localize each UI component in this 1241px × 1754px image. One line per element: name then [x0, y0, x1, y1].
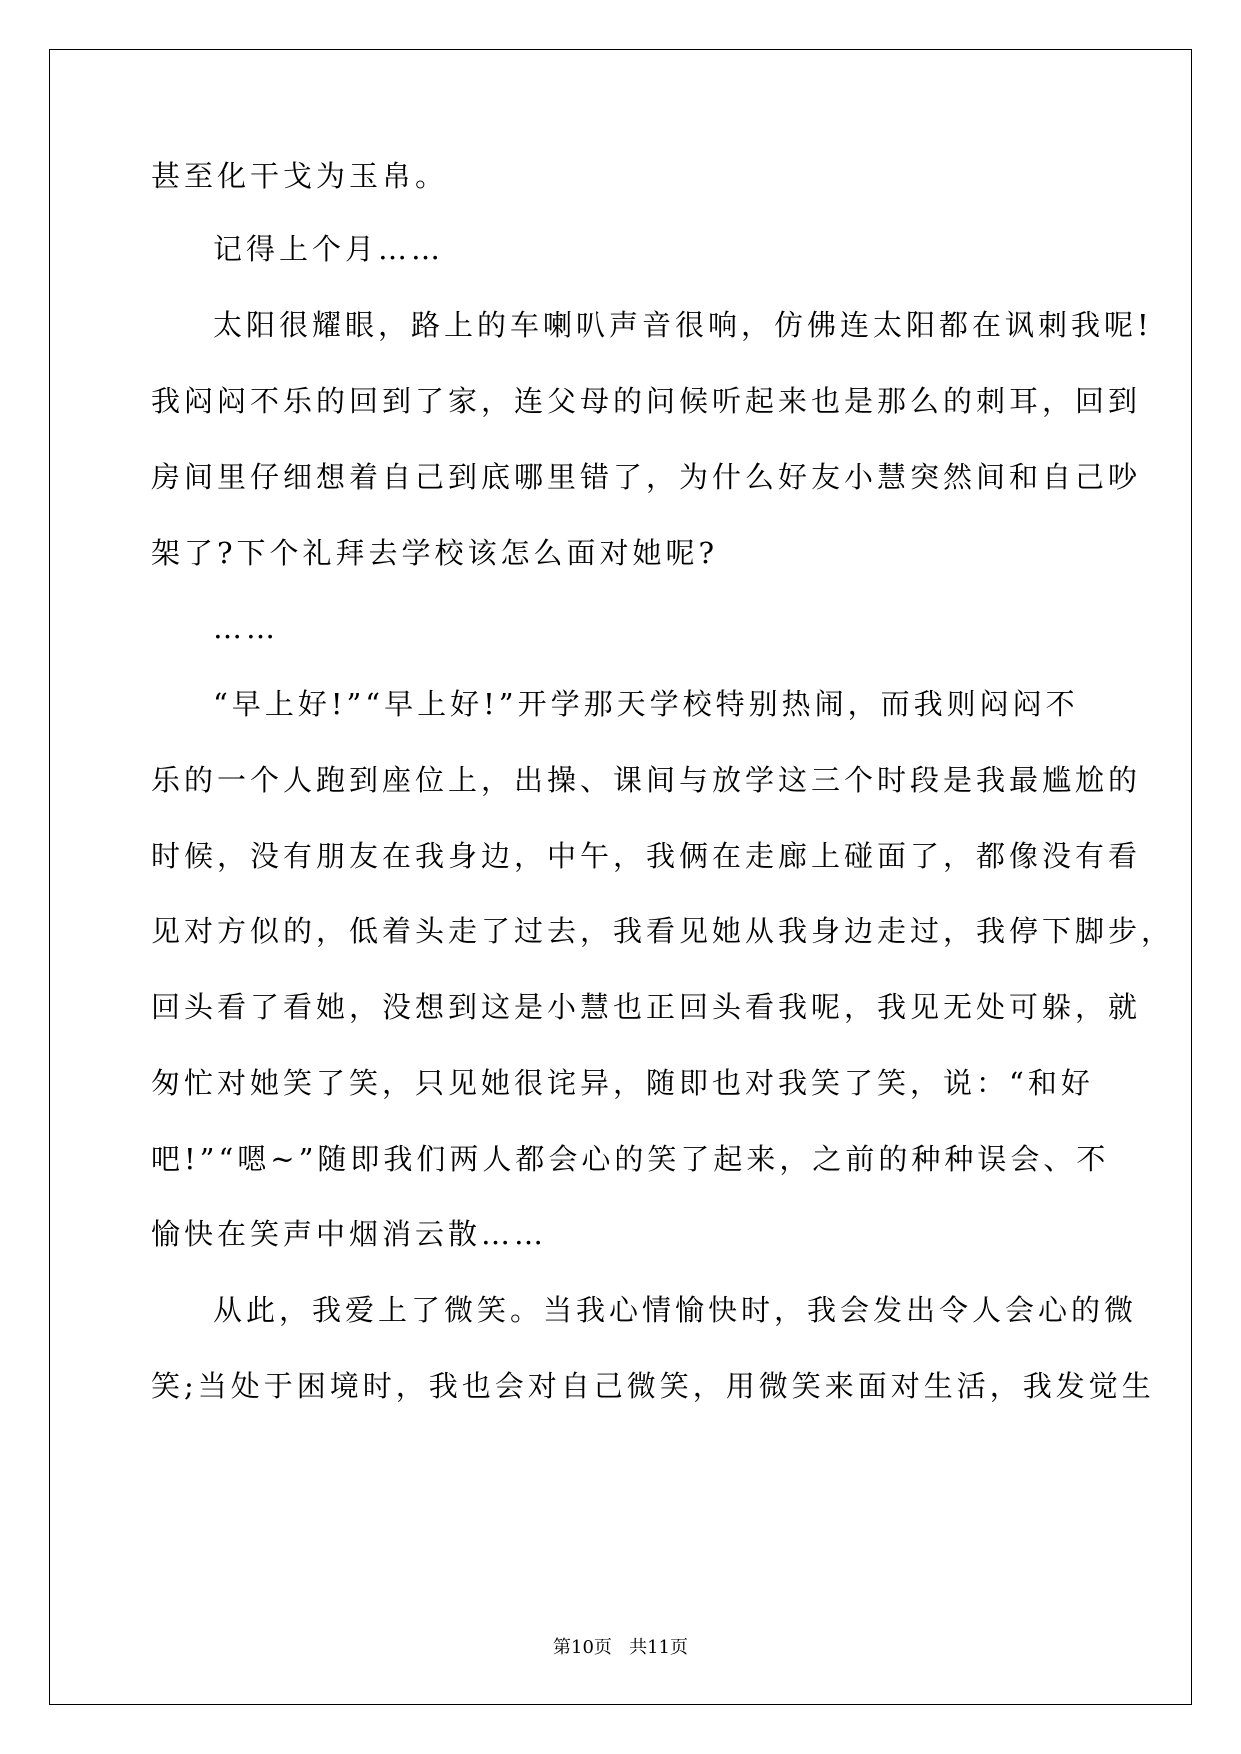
text-line: 见对方似的，低着头走了过去，我看见她从我身边走过，我停下脚步， — [151, 914, 1175, 948]
text-line: 匆忙对她笑了笑，只见她很诧异，随即也对我笑了笑，说：“和好 — [151, 1066, 1094, 1100]
text-line: 我闷闷不乐的回到了家，连父母的问候听起来也是那么的刺耳，回到 — [151, 384, 1142, 418]
text-line: 房间里仔细想着自己到底哪里错了，为什么好友小慧突然间和自己吵 — [151, 460, 1142, 494]
text-line: 吧!”“嗯~”随即我们两人都会心的笑了起来，之前的种种误会、不 — [151, 1142, 1110, 1176]
text-line: 回头看了看她，没想到这是小慧也正回头看我呢，我见无处可躲，就 — [151, 990, 1142, 1024]
text-line: 时候，没有朋友在我身边，中午，我俩在走廊上碰面了，都像没有看 — [151, 839, 1142, 873]
text-line: 架了?下个礼拜去学校该怎么面对她呢? — [151, 536, 719, 570]
page-border — [49, 49, 1192, 1705]
page-footer — [0, 1636, 1241, 1660]
text-line: 从此，我爱上了微笑。当我心情愉快时，我会发出令人会心的微 — [213, 1293, 1138, 1327]
text-line: …… — [213, 611, 279, 645]
text-line: “早上好!”“早上好!”开学那天学校特别热闹，而我则闷闷不 — [213, 687, 1079, 721]
text-line: 甚至化干戈为玉帛。 — [151, 159, 449, 193]
text-line: 笑;当处于困境时，我也会对自己微笑，用微笑来面对生活，我发觉生 — [151, 1369, 1155, 1403]
text-line: 太阳很耀眼，路上的车喇叭声音很响，仿佛连太阳都在讽刺我呢! — [213, 308, 1153, 342]
page-number: 第10页 — [553, 1637, 612, 1658]
text-line: 愉快在笑声中烟消云散…… — [151, 1217, 548, 1251]
page-total: 共11页 — [629, 1637, 688, 1658]
text-line: 乐的一个人跑到座位上，出操、课间与放学这三个时段是我最尴尬的 — [151, 763, 1142, 797]
text-line: 记得上个月…… — [213, 232, 445, 266]
